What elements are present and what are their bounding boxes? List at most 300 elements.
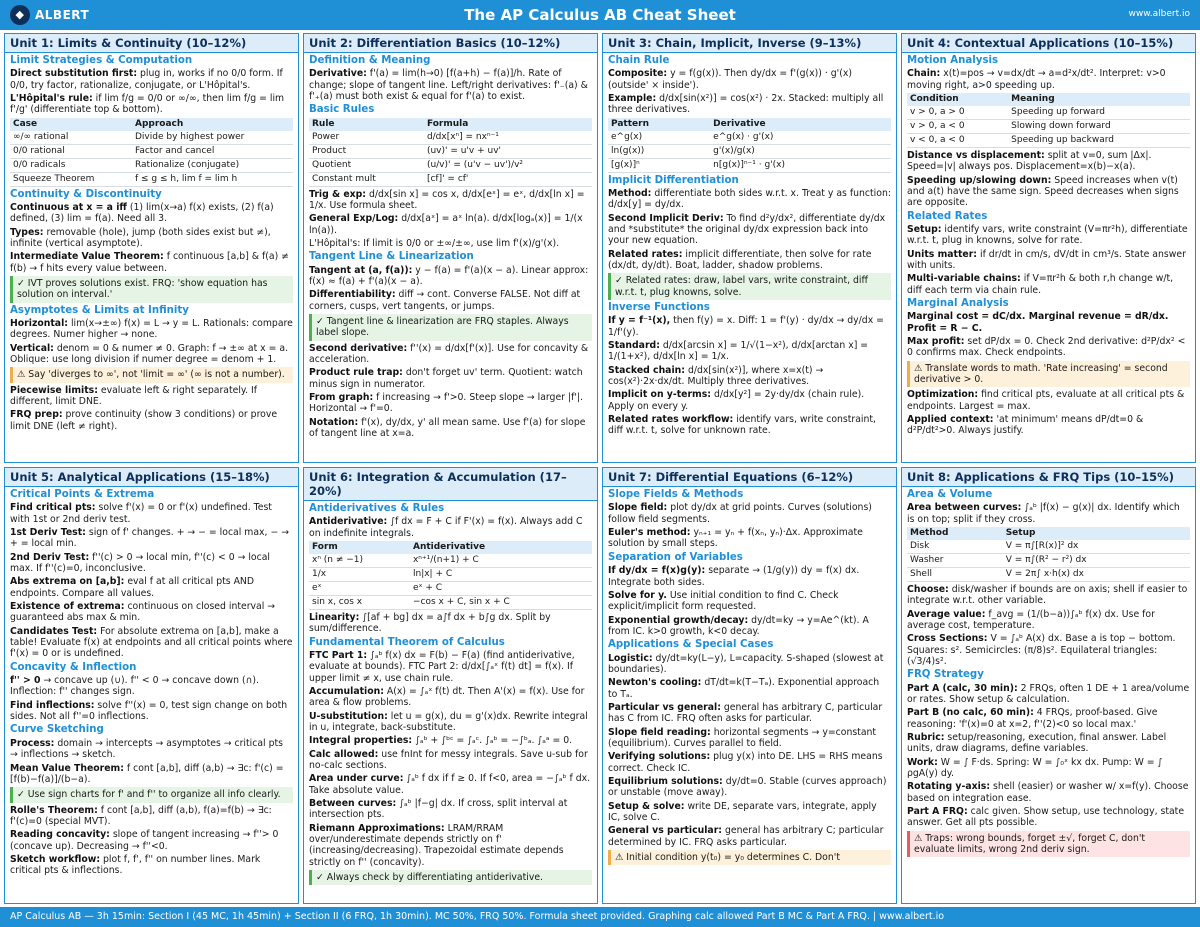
note-term: Continuous at x = a iff xyxy=(10,202,127,214)
note-term: Direct substitution first: xyxy=(10,68,138,80)
note-item xyxy=(10,700,293,723)
unit-title: Unit 5: Analytical Applications (15–18%) xyxy=(5,468,298,487)
note-term: Riemann Approximations: xyxy=(309,822,445,834)
note-text: let u = g(x), du = g'(x)dx. Rewrite integral in u, integrate, back-substitute. xyxy=(309,710,588,734)
note-item xyxy=(907,336,1190,359)
note-term: Intermediate Value Theorem: xyxy=(10,251,164,263)
note-item xyxy=(907,806,1190,829)
section-heading: Separation of Variables xyxy=(608,551,743,563)
note-text: f'(x), dy/dx, y' all mean same. Use f'(a) for slope of tangent line at x=a. xyxy=(309,416,586,440)
note-item xyxy=(907,781,1190,804)
note-item xyxy=(10,738,293,761)
note-item xyxy=(608,213,891,247)
note-text: d/dx[sin(x²)], where x=x(t) → cos(x²)·2x·dx/dt. Multiply three derivatives. xyxy=(608,364,824,388)
logo-text: ALBERT xyxy=(35,7,90,22)
note-item xyxy=(309,238,592,249)
note-term: Rotating y-axis: xyxy=(907,781,991,793)
note-text: plug y(x) into DE. LHS = RHS means correct. Check IC. xyxy=(608,751,883,774)
note-text: calc given. Show setup, use technology, state answer. Get all pts possible. xyxy=(907,806,1185,829)
note-text: removable (hole), jump (both sides exist but ≠), infinite (vertical asymptote). xyxy=(10,226,271,250)
table-cell: Constant mult xyxy=(309,172,424,186)
note-term: If y = f⁻¹(x), xyxy=(608,315,671,327)
note-term: Process: xyxy=(10,737,55,749)
note-item xyxy=(608,702,891,725)
note-item xyxy=(309,612,592,635)
note-text: general has arbitrary C, particular has C from IC. FRQ often asks for particular. xyxy=(608,701,883,725)
tip-callout: ✓ Use sign charts for f' and f'' to organize all info clearly. xyxy=(10,787,293,802)
section-heading: Marginal Analysis xyxy=(907,298,1009,310)
note-text: yₙ₊₁ = yₙ + f(xₙ, yₙ)·Δx. Approximate solution by small steps. xyxy=(608,527,863,550)
table-row xyxy=(10,144,293,158)
note-text: dy/dt=ky(L−y), L=capacity. S-shaped (slowest at boundaries). xyxy=(608,652,884,675)
note-item xyxy=(608,389,891,412)
note-term: Particular vs general: xyxy=(608,701,721,713)
note-term: Setup: xyxy=(907,224,942,236)
note-item xyxy=(10,502,293,525)
note-item xyxy=(907,224,1190,247)
note-text: find critical pts, evaluate at all critical pts & endpoints. Largest = max. xyxy=(907,389,1185,412)
note-term: Calc allowed: xyxy=(309,748,379,760)
note-text: → concave up (∪). f'' < 0 → concave down (∩). Inflection: f'' changes sign. xyxy=(10,675,260,698)
note-item xyxy=(608,825,891,848)
note-text: A(x) = ∫ₐˣ f(t) dt. Then A'(x) = f(x). Use for area & flow problems. xyxy=(309,686,585,709)
warn-callout: ⚠ Translate words to math. 'Rate increasing' = second derivative > 0. xyxy=(907,361,1190,388)
note-term: Trig & exp: xyxy=(309,188,367,200)
note-term: FTC Part 1: xyxy=(309,650,368,662)
section-heading: Motion Analysis xyxy=(907,55,999,67)
table-header-cell: Formula xyxy=(424,118,592,131)
reference-table xyxy=(10,118,293,187)
note-term: Candidates Test: xyxy=(10,625,98,637)
note-item xyxy=(10,626,293,660)
note-text: f''(x) = d/dx[f'(x)]. Use for concavity & acceleration. xyxy=(309,342,589,366)
reference-table xyxy=(309,118,592,187)
note-text: ∫ₐᵇ |f(x) − g(x)| dx. Identify which is on top; split if they cross. xyxy=(907,502,1180,525)
section-heading: Inverse Functions xyxy=(608,302,710,314)
note-item xyxy=(10,805,293,828)
note-item xyxy=(10,385,293,408)
table-cell: [cf]' = cf' xyxy=(424,172,592,186)
footer-bar xyxy=(0,907,1200,927)
note-text: setup/reasoning, execution, final answer. Label units, draw diagrams, define variables. xyxy=(907,732,1167,755)
table-row xyxy=(10,158,293,172)
note-text: dT/dt=k(T−Tₐ). Exponential approach to Tₐ. xyxy=(608,677,880,700)
note-item xyxy=(608,93,891,116)
unit-title: Unit 7: Differential Equations (6–12%) xyxy=(603,468,896,487)
note-term: Composite: xyxy=(608,68,668,80)
note-item xyxy=(608,315,891,338)
note-item xyxy=(907,273,1190,296)
table-header-cell: Method xyxy=(907,527,1003,540)
table-row xyxy=(309,144,592,158)
note-text: W = ∫ F·ds. Spring: W = ∫₀ˣ kx dx. Pump: W = ∫ ρgA(y) dy. xyxy=(907,756,1163,780)
note-term: Area under curve: xyxy=(309,773,404,785)
note-text: V = ∫ₐᵇ A(x) dx. Base a is top − bottom. Squares: s². Semicircles: (π/8)s². Equilateral triangles: (√3/4)s². xyxy=(907,633,1176,667)
unit-body xyxy=(902,487,1195,861)
header-bar xyxy=(0,0,1200,30)
note-term: Choose: xyxy=(907,583,949,595)
note-text: if lim f/g = 0/0 or ∞/∞, then lim f/g = lim f'/g' (differentiate top & bottom). xyxy=(10,93,285,116)
note-item xyxy=(608,615,891,638)
note-term: Rubric: xyxy=(907,732,945,744)
note-text: diff → cont. Converse FALSE. Not diff at corners, cusps, vert tangents, or jumps. xyxy=(309,289,581,312)
note-term: Second derivative: xyxy=(309,342,408,354)
note-text: dy/dt=ky → y=Ae^(kt). A from IC. k>0 growth, k<0 decay. xyxy=(608,614,869,637)
note-text: ∫[af + bg] dx = a∫f dx + b∫g dx. Split by sum/difference. xyxy=(309,611,551,635)
note-term: Max profit: xyxy=(907,336,965,348)
note-item xyxy=(10,409,293,432)
table-cell: v > 0, a < 0 xyxy=(907,120,1008,134)
note-item xyxy=(309,265,592,288)
unit-column-6 xyxy=(303,467,598,904)
note-term: Tangent at (a, f(a)): xyxy=(309,264,413,276)
note-item xyxy=(907,150,1190,173)
table-cell: ln(g(x)) xyxy=(608,144,710,158)
table-row xyxy=(907,120,1190,134)
note-text: write DE, separate vars, integrate, apply IC, solve C. xyxy=(608,800,877,823)
note-text: y − f(a) = f'(a)(x − a). Linear approx: f(x) ≈ f(a) + f'(a)(x − a). xyxy=(309,264,589,288)
note-text: Speed increases when v(t) and a(t) have the same sign. Speed decreases when signs are opposite. xyxy=(907,174,1179,209)
table-header-cell: Meaning xyxy=(1008,93,1190,106)
section-heading: Chain Rule xyxy=(608,55,670,67)
note-item xyxy=(309,417,592,440)
note-text: dy/dt=0. Stable (curves approach) or unstable (move away). xyxy=(608,775,887,799)
note-term: Sketch workflow: xyxy=(10,853,101,865)
note-term: Horizontal: xyxy=(10,318,68,330)
section-heading: Area & Volume xyxy=(907,489,993,501)
note-text: L'Hôpital's: If limit is 0/0 or ±∞/±∞, use lim f'(x)/g'(x). xyxy=(309,238,560,250)
note-item xyxy=(10,527,293,550)
section-heading: Concavity & Inflection xyxy=(10,661,137,673)
note-term: Part A FRQ: xyxy=(907,806,968,817)
section-heading: FRQ Strategy xyxy=(907,669,984,681)
table-cell: V = 2π∫ x·h(x) dx xyxy=(1003,568,1190,582)
note-term: Between curves: xyxy=(309,798,397,809)
note-text: implicit differentiate, then solve for rate (dx/dt, dy/dt). Boat, ladder, shadow problems. xyxy=(608,248,872,272)
unit-body xyxy=(304,53,597,443)
note-term: Implicit on y-terms: xyxy=(608,389,711,401)
table-cell: Disk xyxy=(907,540,1003,553)
note-text: differentiate both sides w.r.t. x. Treat y as function: d/dx[y] = dy/dx. xyxy=(608,188,891,211)
note-item xyxy=(608,590,891,613)
note-text: ∫ₐᵇ f dx if f ≥ 0. If f<0, area = −∫ₐᵇ f dx. Take absolute value. xyxy=(309,773,591,796)
note-text: f''(c) > 0 → local min, f''(c) < 0 → local max. If f''(c)=0, inconclusive. xyxy=(10,551,270,575)
note-text: horizontal segments → y=constant (equilibrium). Curves parallel to field. xyxy=(608,726,877,749)
table-row xyxy=(907,554,1190,568)
table-row xyxy=(10,131,293,144)
unit-column-8 xyxy=(901,467,1196,904)
unit-title: Unit 2: Differentiation Basics (10–12%) xyxy=(304,34,597,53)
note-item xyxy=(907,249,1190,272)
note-text: shell (easier) or washer w/ x=f(y). Choose based on integration ease. xyxy=(907,781,1189,804)
note-text: slope of tangent increasing → f''> 0 (concave up). Decreasing → f''<0. xyxy=(10,829,279,852)
note-item xyxy=(907,175,1190,209)
unit-title: Unit 1: Limits & Continuity (10–12%) xyxy=(5,34,298,53)
note-text: d/dx[arcsin x] = 1/√(1−x²), d/dx[arctan x] = 1/(1+x²), d/dx[ln x] = 1/x. xyxy=(608,340,869,363)
note-term: Newton's cooling: xyxy=(608,677,702,689)
unit-column-1 xyxy=(4,33,299,463)
note-text: f increasing → f'>0. Steep slope → larger |f'|. Horizontal → f'=0. xyxy=(309,392,584,415)
units-grid xyxy=(0,30,1200,906)
unit-body xyxy=(902,53,1195,441)
note-item xyxy=(309,735,592,746)
note-item xyxy=(907,633,1190,667)
note-item xyxy=(907,757,1190,780)
note-item xyxy=(907,584,1190,607)
note-term: Existence of extrema: xyxy=(10,601,125,613)
note-term: Piecewise limits: xyxy=(10,384,98,396)
note-term: Solve for y. xyxy=(608,589,667,601)
note-term: L'Hôpital's rule: xyxy=(10,93,93,105)
note-item xyxy=(309,189,592,212)
warn-callout: ⚠ Say 'diverges to ∞', not 'limit = ∞' (∞ is not a number). xyxy=(10,367,293,382)
note-text: ∫ₐᵇ + ∫ᵇᶜ = ∫ₐᶜ. ∫ₐᵇ = −∫ᵇₐ. ∫ₐᵃ = 0. xyxy=(412,735,573,747)
table-row xyxy=(608,144,891,158)
note-term: Integral properties: xyxy=(309,735,413,747)
note-item xyxy=(608,414,891,437)
table-row xyxy=(309,582,592,596)
note-term: Types: xyxy=(10,226,44,238)
table-row xyxy=(907,106,1190,119)
note-item xyxy=(907,683,1190,706)
note-item xyxy=(10,68,293,91)
note-term: Work: xyxy=(907,756,938,768)
note-text: Use initial condition to find C. Check explicit/implicit form requested. xyxy=(608,589,839,613)
table-row xyxy=(309,158,592,172)
note-term: Optimization: xyxy=(907,389,979,401)
note-term: U-substitution: xyxy=(309,710,388,722)
warn-callout: ⚠ Initial condition y(t₀) = y₀ determines C. Don't xyxy=(608,850,891,865)
tip-callout: ✓ Always check by differentiating antiderivative. xyxy=(309,870,592,885)
footer-text: AP Calculus AB — 3h 15min: Section I (45 MC, 1h 45min) + Section II (6 FRQ, 1h 30min). MC 50%, FRQ 50%. Formula sheet provided. Graphing calc allowed Part B MC & Part A FRQ. | www.albert.io xyxy=(10,911,945,923)
site-link[interactable]: www.albert.io xyxy=(1128,9,1190,19)
note-term: 2nd Deriv Test: xyxy=(10,551,90,563)
unit-column-2 xyxy=(303,33,598,463)
table-header-row xyxy=(608,118,891,131)
table-header-row xyxy=(309,541,592,554)
table-header-row xyxy=(10,118,293,131)
note-item xyxy=(10,202,293,225)
note-text: ∫ₐᵇ |f−g| dx. If cross, split interval at intersection pts. xyxy=(309,798,568,821)
note-item xyxy=(608,776,891,799)
note-item xyxy=(608,527,891,550)
table-header-cell: Antiderivative xyxy=(410,541,592,554)
note-term: Product rule trap: xyxy=(309,367,403,379)
note-item xyxy=(10,829,293,852)
note-term: Reading concavity: xyxy=(10,829,110,841)
table-cell: (uv)' = u'v + uv' xyxy=(424,144,592,158)
note-text: For absolute extrema on [a,b], make a table! Evaluate f(x) at endpoints and all critical points where f'(x) = 0 or is undefined. xyxy=(10,625,293,660)
note-item xyxy=(309,516,592,539)
note-term: Abs extrema on [a,b]: xyxy=(10,576,125,588)
table-cell: f ≤ g ≤ h, lim f = lim h xyxy=(132,172,293,186)
note-text: f'(a) = lim(h→0) [f(a+h) − f(a)]/h. Rate of change; slope of tangent line. Left/right derivatives: f'₋(a) & f'₊(a) must both exist & equal for f'(a) to exist. xyxy=(309,68,588,103)
section-heading: Tangent Line & Linearization xyxy=(309,251,474,263)
table-cell: Quotient xyxy=(309,158,424,172)
note-item xyxy=(907,311,1190,334)
note-item xyxy=(10,343,293,366)
note-text: general has arbitrary C; particular determined by IC. FRQ asks particular. xyxy=(608,825,884,848)
note-item xyxy=(309,213,592,236)
note-term: Setup & solve: xyxy=(608,800,685,812)
table-row xyxy=(309,596,592,610)
note-item xyxy=(608,653,891,676)
table-header-cell: Condition xyxy=(907,93,1008,106)
albert-logo[interactable] xyxy=(10,5,89,25)
section-heading: Related Rates xyxy=(907,210,988,222)
table-cell: Speeding up forward xyxy=(1008,106,1190,119)
note-text: 'at minimum' means dP/dt=0 & d²P/dt²>0. Always justify. xyxy=(907,414,1144,437)
note-text: f continuous [a,b] & f(a) ≠ f(b) → f hits every value between. xyxy=(10,251,289,274)
unit-column-3 xyxy=(602,33,897,463)
table-header-row xyxy=(907,93,1190,106)
note-item xyxy=(309,823,592,868)
note-item xyxy=(907,732,1190,755)
albert-logo-icon: ◆ xyxy=(10,5,30,25)
section-heading: Fundamental Theorem of Calculus xyxy=(309,636,505,648)
unit-title: Unit 6: Integration & Accumulation (17–20%) xyxy=(304,468,597,501)
note-item xyxy=(907,389,1190,412)
note-text: identify vars, write constraint (V=πr²h), differentiate w.r.t. t, plug in knowns, solve for rate. xyxy=(907,224,1188,247)
table-row xyxy=(10,172,293,186)
note-text: plug in, works if no 0/0 form. If 0/0, try factor, rationalize, conjugate, or L'Hôpital's. xyxy=(10,68,283,91)
table-cell: e^g(x) xyxy=(608,131,710,144)
note-item xyxy=(907,502,1190,525)
note-term: Method: xyxy=(608,188,652,200)
note-item xyxy=(10,227,293,250)
note-item xyxy=(608,502,891,525)
note-term: Average value: xyxy=(907,608,986,620)
note-item xyxy=(10,854,293,877)
table-cell: e^g(x) · g'(x) xyxy=(710,131,891,144)
table-cell: d/dx[xⁿ] = nxⁿ⁻¹ xyxy=(424,131,592,144)
note-text: solve f''(x) = 0, test sign change on both sides. Not all f''=0 inflections. xyxy=(10,699,288,723)
note-term: Antiderivative: xyxy=(309,516,388,528)
note-text: d/dx[y²] = 2y·dy/dx (chain rule). Apply on every y. xyxy=(608,389,865,412)
note-term: From graph: xyxy=(309,392,374,404)
note-item xyxy=(10,576,293,599)
table-cell: Squeeze Theorem xyxy=(10,172,132,186)
reference-table xyxy=(608,118,891,173)
note-item xyxy=(309,686,592,709)
note-term: Marginal cost = dC/dx. Marginal revenue = dR/dx. Profit = R − C. xyxy=(907,311,1169,334)
table-cell: V = π∫(R² − r²) dx xyxy=(1003,554,1190,568)
note-term: If dy/dx = f(x)g(y): xyxy=(608,565,706,577)
note-term: Euler's method: xyxy=(608,527,691,539)
note-text: f cont [a,b], diff (a,b) → ∃c: f'(c) = [f(b)−f(a)]/(b−a). xyxy=(10,762,284,785)
note-text: d/dx[sin x] = cos x, d/dx[eˣ] = eˣ, d/dx[ln x] = 1/x. Use formula sheet. xyxy=(309,188,585,212)
note-item xyxy=(907,609,1190,632)
note-text: identify vars, write constraint, diff w.r.t. t, solve for unknown rate. xyxy=(608,414,877,437)
table-cell: Washer xyxy=(907,554,1003,568)
note-text: then f(y) = x. Diff: 1 = f'(y) · dy/dx → dy/dx = 1/f'(y). xyxy=(608,315,884,338)
table-row xyxy=(309,568,592,582)
note-text: continuous on closed interval → guaranteed abs max & min. xyxy=(10,601,276,624)
note-text: evaluate left & right separately. If different, limit DNE. xyxy=(10,384,258,408)
note-term: Area between curves: xyxy=(907,502,1022,514)
note-term: Rolle's Theorem: xyxy=(10,804,98,816)
tip-callout: ✓ Tangent line & linearization are FRQ staples. Always label slope. xyxy=(309,314,592,341)
note-item xyxy=(608,727,891,750)
note-item xyxy=(608,188,891,211)
table-row xyxy=(608,158,891,172)
section-heading: Curve Sketching xyxy=(10,724,104,736)
table-row xyxy=(309,172,592,186)
unit-body xyxy=(603,53,896,441)
note-text: f cont [a,b], diff (a,b), f(a)=f(b) → ∃c: f'(c)=0 (special MVT). xyxy=(10,804,272,827)
note-item xyxy=(907,707,1190,730)
note-term: FRQ prep: xyxy=(10,409,63,421)
note-item xyxy=(608,365,891,388)
unit-body xyxy=(603,487,896,869)
reference-table xyxy=(907,93,1190,148)
note-text: domain → intercepts → asymptotes → critical pts → inflections → sketch. xyxy=(10,737,283,761)
note-term: Verifying solutions: xyxy=(608,751,711,763)
table-cell: Divide by highest power xyxy=(132,131,293,144)
note-term: Chain: xyxy=(907,68,941,80)
table-cell: n[g(x)]ⁿ⁻¹ · g'(x) xyxy=(710,158,891,172)
note-term: Cross Sections: xyxy=(907,633,988,645)
note-term: f'' > 0 xyxy=(10,675,41,687)
note-term: Accumulation: xyxy=(309,686,384,698)
note-text: x(t)=pos → v=dx/dt → a=d²x/dt². Interpret: v>0 moving right, a>0 speeding up. xyxy=(907,68,1166,91)
unit-body xyxy=(5,487,298,881)
section-heading: Applications & Special Cases xyxy=(608,639,774,651)
note-text: f_avg = (1/(b−a))∫ₐᵇ f(x) dx. Use for average cost, temperature. xyxy=(907,608,1155,631)
note-item xyxy=(608,68,891,91)
trap-callout: ⚠ Traps: wrong bounds, forget ±√, forget C, don't evaluate limits, wrong 2nd deriv sign. xyxy=(907,831,1190,858)
table-cell: Product xyxy=(309,144,424,158)
note-item xyxy=(608,677,891,700)
note-text: separate → (1/g(y)) dy = f(x) dx. Integrate both sides. xyxy=(608,565,860,588)
reference-table xyxy=(309,541,592,610)
table-cell: 1/x xyxy=(309,568,410,582)
table-cell: g'(x)/g(x) xyxy=(710,144,891,158)
unit-column-5 xyxy=(4,467,299,904)
note-term: Related rates: xyxy=(608,248,683,260)
table-cell: Power xyxy=(309,131,424,144)
note-term: Slope field reading: xyxy=(608,726,711,738)
note-term: Related rates workflow: xyxy=(608,414,734,426)
note-term: Derivative: xyxy=(309,68,367,80)
table-cell: ln|x| + C xyxy=(410,568,592,582)
table-header-cell: Form xyxy=(309,541,410,554)
note-item xyxy=(907,68,1190,91)
table-cell: 0/0 radicals xyxy=(10,158,132,172)
note-item xyxy=(309,392,592,415)
unit-body xyxy=(304,501,597,889)
table-cell: eˣ xyxy=(309,582,410,596)
note-text: LRAM/RRAM over/underestimate depends strictly on f' (increasing/decreasing). Trapezoidal estimate depends strictly on f'' (concavity). xyxy=(309,822,564,868)
table-row xyxy=(907,568,1190,582)
note-term: General vs particular: xyxy=(608,825,723,837)
table-cell: Rationalize (conjugate) xyxy=(132,158,293,172)
table-cell: V = π∫[R(x)]² dx xyxy=(1003,540,1190,553)
note-term: Find inflections: xyxy=(10,699,95,711)
table-cell: Speeding up backward xyxy=(1008,134,1190,148)
reference-table xyxy=(907,527,1190,582)
note-text: 2 FRQs, often 1 DE + 1 area/volume or rates. Show setup & calculation. xyxy=(907,682,1190,706)
section-heading: Asymptotes & Limits at Infinity xyxy=(10,304,189,316)
note-item xyxy=(608,565,891,588)
note-text: if dr/dt in cm/s, dV/dt in cm³/s. State answer with units. xyxy=(907,248,1186,272)
section-heading: Basic Rules xyxy=(309,104,375,116)
note-term: Example: xyxy=(608,93,657,105)
note-item xyxy=(309,68,592,102)
table-cell: xⁿ⁺¹/(n+1) + C xyxy=(410,554,592,567)
table-cell: ∞/∞ rational xyxy=(10,131,132,144)
note-term: Multi-variable chains: xyxy=(907,273,1021,285)
